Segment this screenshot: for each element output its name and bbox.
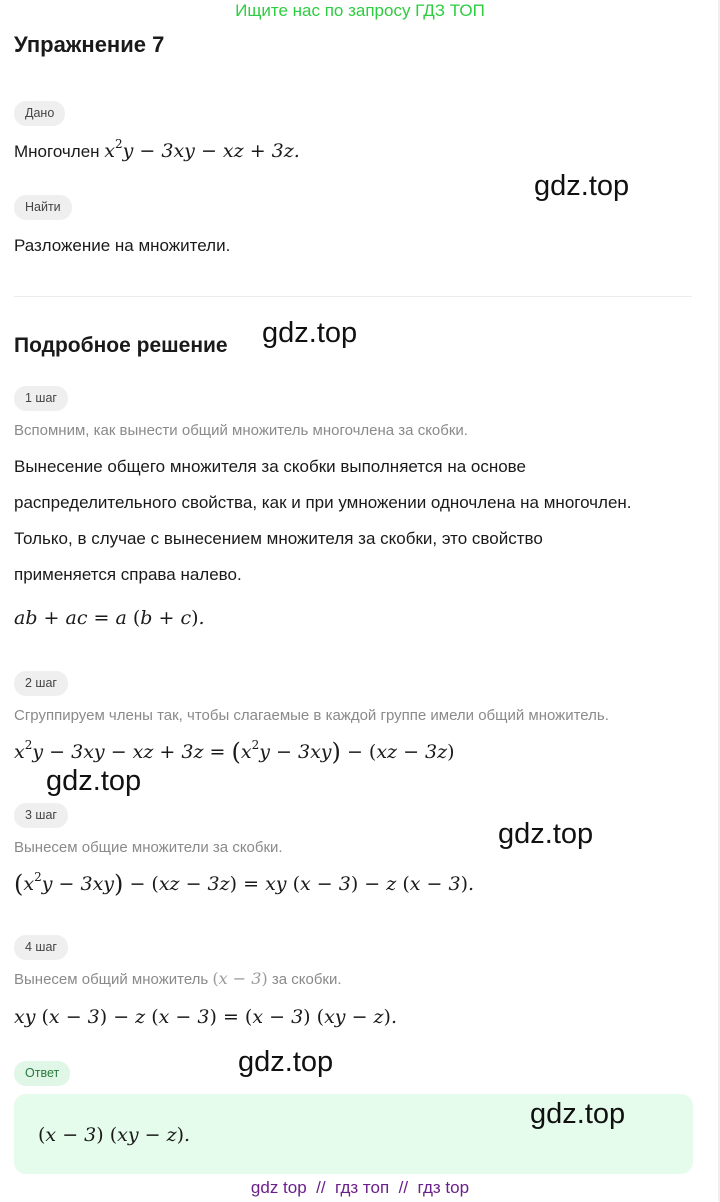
step-4-hint-expression: (x − 3) [212, 969, 268, 988]
step-3-formula: $(x^2y - 3xy) - (xz - 3z)$ = xy (x − 3) − z (x − 3). [14, 870, 475, 898]
footer-link-gdz-top[interactable]: gdz top [250, 1178, 307, 1197]
step-1-badge: 1 шаг [14, 386, 68, 411]
watermark: gdz.top [46, 765, 142, 797]
section-divider [14, 296, 692, 297]
watermark: gdz.top [262, 317, 358, 349]
footer-link-gdz-top-ru[interactable]: гдз топ [335, 1178, 390, 1197]
step-2-badge: 2 шаг [14, 671, 68, 696]
step-4-hint-prefix: Вынесем общий множитель [14, 971, 209, 988]
given-text [14, 137, 300, 163]
find-text: Разложение на множители. [14, 236, 231, 255]
footer-separator: // [398, 1178, 409, 1197]
step-3-badge: 3 шаг [14, 803, 68, 828]
given-prefix: Многочлен [14, 142, 100, 161]
step-1-line: Только, в случае с вынесением множителя за скобки, это свойство [14, 529, 543, 548]
step-4-badge: 4 шаг [14, 935, 68, 960]
step-1-line: применяется справа налево. [14, 565, 242, 584]
watermark: gdz.top [530, 1098, 626, 1130]
step-4-hint-suffix: за скобки. [271, 971, 342, 988]
watermark: gdz.top [238, 1046, 334, 1078]
footer-separator: // [316, 1178, 326, 1197]
step-1-hint: Вспомним, как вынести общий множитель многочлена за скобки. [14, 422, 468, 439]
given-badge: Дано [14, 101, 65, 126]
step-2-formula: $x^2y - 3xy$ − xz + $3z = (x^2y - 3xy) - (xz - 3z)$ [14, 738, 455, 766]
solution-title: Подробное решение [14, 334, 228, 357]
answer-badge: Ответ [14, 1061, 70, 1086]
given-expression: $x^2y - 3xy$ − xz + 3z. [104, 137, 300, 162]
step-1-formula: ab + ac = a (b + c). [14, 607, 205, 629]
find-badge: Найти [14, 195, 72, 220]
step-1-line: Вынесение общего множителя за скобки выполняется на основе [14, 457, 526, 476]
step-2-hint: Сгруппируем члены так, чтобы слагаемые в каждой группе имели общий множитель. [14, 707, 609, 724]
watermark: gdz.top [498, 818, 594, 850]
watermark: gdz.top [534, 170, 630, 202]
step-3-hint: Вынесем общие множители за скобки. [14, 839, 283, 856]
answer-expression: (x − 3) (xy − z). [38, 1124, 191, 1146]
search-banner[interactable]: Ищите нас по запросу ГДЗ ТОП [235, 1, 485, 20]
step-4-formula: xy (x − 3) − z (x − 3) = (x − 3) (xy − z). [14, 1006, 398, 1028]
step-1-line: распределительного свойства, как и при умножении одночлена на многочлен. [14, 493, 632, 512]
exercise-title: Упражнение 7 [14, 32, 165, 57]
step-4-hint [14, 969, 342, 990]
footer-link-gdz-top-mixed[interactable]: гдз top [417, 1178, 470, 1197]
footer-links [0, 1178, 720, 1198]
